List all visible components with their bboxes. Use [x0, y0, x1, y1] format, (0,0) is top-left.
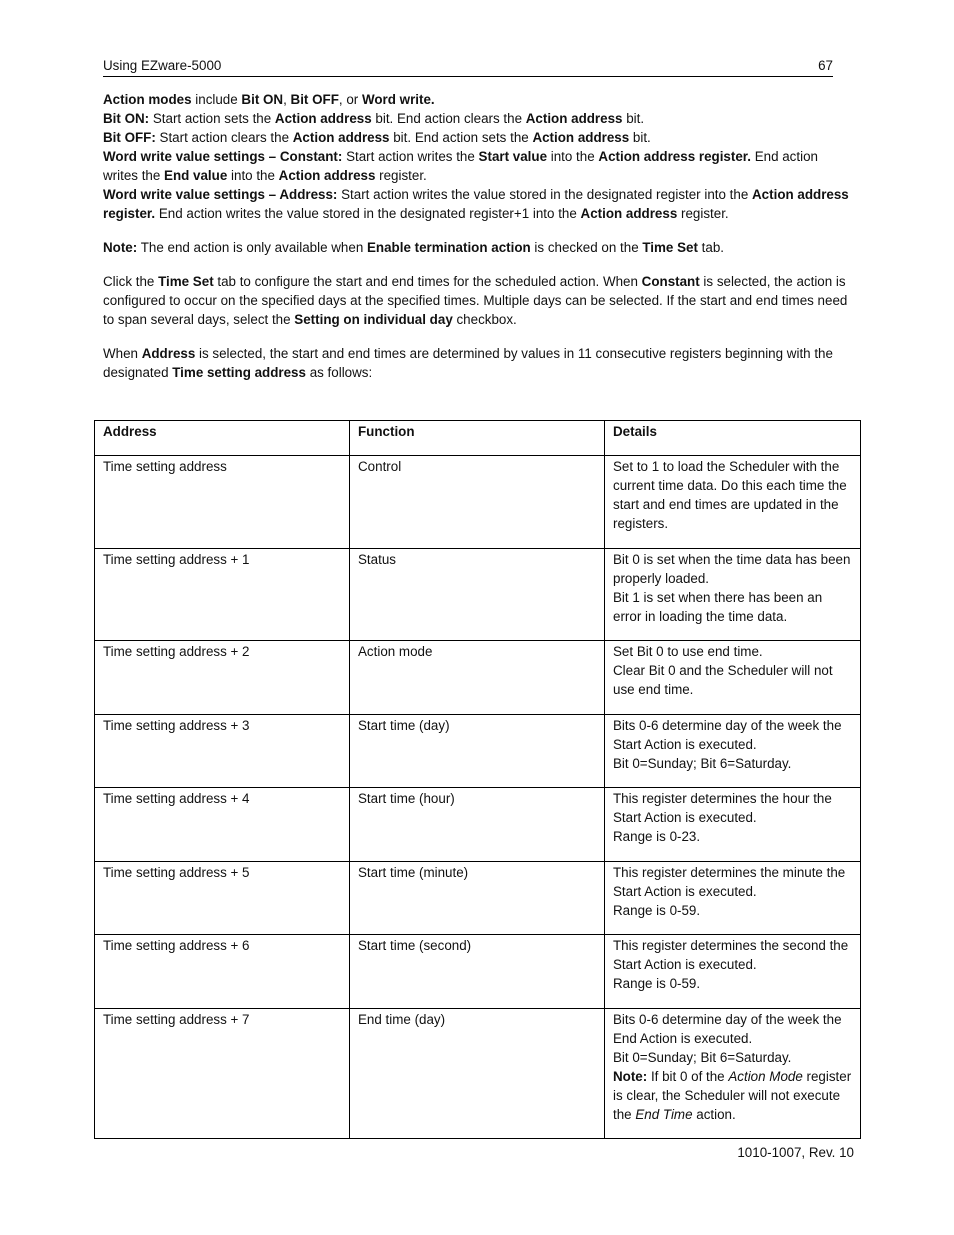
- cell-details: This register determines the minute the Start Action is executed. Range is 0-59.: [605, 862, 861, 935]
- end-time-note: Note: If bit 0 of the Action Mode register is clear, the Scheduler will not execute the End Time action.: [613, 1069, 852, 1122]
- table-header-row: [95, 421, 861, 456]
- register-table: [94, 420, 861, 1139]
- table-row: [95, 641, 861, 715]
- cell-details: Set to 1 to load the Scheduler with the current time data. Do this each time the start and end times are updated in the registers.: [605, 456, 861, 549]
- address-paragraph: When Address is selected, the start and end times are determined by values in 11 consecutive registers beginning with the designated Time setting address as follows:: [103, 346, 833, 380]
- action-modes-line: Action modes include Bit ON, Bit OFF, or Word write.: [103, 92, 435, 107]
- column-header-details: Details: [605, 421, 861, 456]
- bit-off-line: Bit OFF: Start action clears the Action address bit. End action sets the Action address bit.: [103, 130, 651, 145]
- cell-address: Time setting address + 6: [95, 935, 350, 1009]
- table-row: [95, 456, 861, 549]
- table-row: [95, 788, 861, 862]
- cell-function: Start time (minute): [350, 862, 605, 935]
- table-row: [95, 715, 861, 788]
- cell-details: Bits 0-6 determine day of the week the End Action is executed. Bit 0=Sunday; Bit 6=Saturday. Note: If bit 0 of the Action Mode register is clear, the Scheduler will not execute the End Time action.: [605, 1009, 861, 1139]
- cell-address: Time setting address + 4: [95, 788, 350, 862]
- column-header-address: Address: [95, 421, 350, 456]
- cell-function: Action mode: [350, 641, 605, 715]
- cell-details: This register determines the hour the Start Action is executed. Range is 0-23.: [605, 788, 861, 862]
- page-header: [103, 56, 833, 77]
- column-header-function: Function: [350, 421, 605, 456]
- header-title: Using EZware-5000: [103, 58, 222, 73]
- cell-details: This register determines the second the Start Action is executed. Range is 0-59.: [605, 935, 861, 1009]
- table-row: [95, 549, 861, 641]
- cell-details: Bits 0-6 determine day of the week the Start Action is executed. Bit 0=Sunday; Bit 6=Saturday.: [605, 715, 861, 788]
- table-row: [95, 1009, 861, 1139]
- end-action-note: Note: The end action is only available when Enable termination action is checked on the Time Set tab.: [103, 240, 724, 255]
- cell-function: End time (day): [350, 1009, 605, 1139]
- document-revision: 1010-1007, Rev. 10: [737, 1145, 854, 1160]
- cell-function: Control: [350, 456, 605, 549]
- time-set-paragraph: Click the Time Set tab to configure the start and end times for the scheduled action. When Constant is selected, the action is configured to occur on the specified days at the specified times. Multiple days can be selected. If the start and end times need to span several days, select the Setting on individual day checkbox.: [103, 274, 848, 327]
- cell-address: Time setting address: [95, 456, 350, 549]
- page-number: 67: [818, 58, 833, 73]
- table-row: [95, 862, 861, 935]
- cell-address: Time setting address + 5: [95, 862, 350, 935]
- word-write-address-line: Word write value settings – Address: Start action writes the value stored in the designated register into the Action address register. End action writes the value stored in the designated register+1 into the Action address register.: [103, 187, 849, 221]
- word-write-constant-line: Word write value settings – Constant: Start action writes the Start value into the Action address register. End action writes the End value into the Action address register.: [103, 149, 818, 183]
- cell-address: Time setting address + 3: [95, 715, 350, 788]
- cell-address: Time setting address + 2: [95, 641, 350, 715]
- cell-details: Set Bit 0 to use end time. Clear Bit 0 and the Scheduler will not use end time.: [605, 641, 861, 715]
- bit-on-line: Bit ON: Start action sets the Action address bit. End action clears the Action address bit.: [103, 111, 645, 126]
- table-row: [95, 935, 861, 1009]
- cell-function: Start time (day): [350, 715, 605, 788]
- cell-address: Time setting address + 7: [95, 1009, 350, 1139]
- cell-function: Start time (second): [350, 935, 605, 1009]
- cell-function: Status: [350, 549, 605, 641]
- cell-function: Start time (hour): [350, 788, 605, 862]
- cell-address: Time setting address + 1: [95, 549, 350, 641]
- document-body: [103, 90, 853, 397]
- cell-details: Bit 0 is set when the time data has been properly loaded. Bit 1 is set when there has been an error in loading the time data.: [605, 549, 861, 641]
